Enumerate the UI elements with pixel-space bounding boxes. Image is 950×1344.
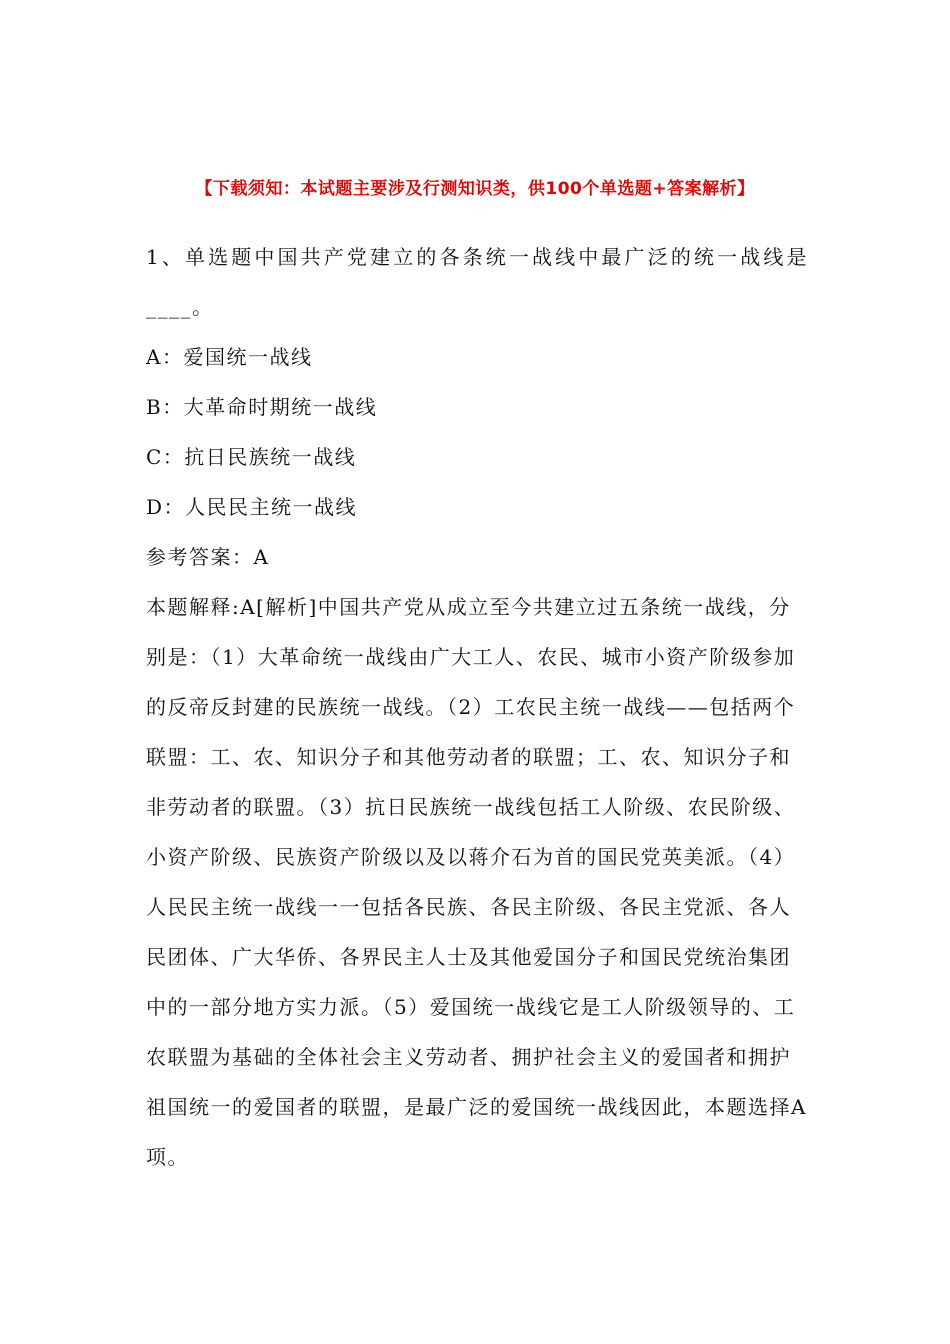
explanation-text: 本题解释:A[解析]中国共产党从成立至今共建立过五条统一战线，分别是：（1）大革命统一战线由广大工人、农民、城市小资产阶级参加的反帝反封建的民族统一战线。（2）工农民主统一战线——包括两个联盟：工、农、知识分子和其他劳动者的联盟；工、农、知识分子和非劳动者的联盟。（3）抗日民族统一战线包括工人阶级、农民阶级、小资产阶级、民族资产阶级以及以蒋介石为首的国民党英美派。（4）人民民主统一战线一一包括各民族、各民主阶级、各民主党派、各人民团体、广大华侨、各界民主人士及其他爱国分子和国民党统治集团中的一部分地方实力派。（5）爱国统一战线它是工人阶级领导的、工农联盟为基础的全体社会主义劳动者、拥护社会主义的爱国者和拥护祖国统一的爱国者的联盟，是最广泛的爱国统一战线因此，本题选择A项。 (146, 595, 807, 1169)
download-notice: 【下载须知：本试题主要涉及行测知识类，供100个单选题+答案解析】 (195, 179, 755, 199)
option-d: D：人民民主统一战线 (146, 495, 358, 519)
reference-answer: 参考答案：A (146, 545, 270, 569)
question-text: 1、单选题中国共产党建立的各条统一战线中最广泛的统一战线是____。 (146, 245, 808, 319)
option-c: C：抗日民族统一战线 (146, 445, 357, 469)
option-b: B：大革命时期统一战线 (146, 395, 378, 419)
question-block (146, 232, 808, 1182)
option-a: A：爱国统一战线 (146, 345, 313, 369)
